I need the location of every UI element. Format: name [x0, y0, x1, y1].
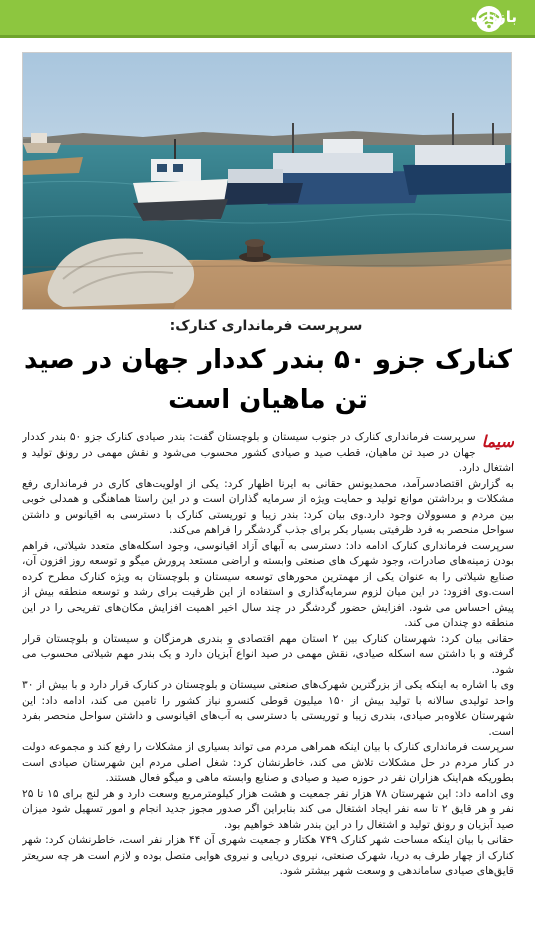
- article-paragraph: سرپرست فرمانداری کنارک ادامه داد: دسترسی به آبهای آزاد اقیانوسی، وجود اسکله‌های متعدد شیلاتی، فراهم بودن زمینه‌های صادرات، وجود شهرک های صنعتی وابسته و اراضی مستعد پرورش میگو و توسعه روز افزون آن، صنایع شیلاتی را به عنوان یکی از مهمترین محورهای توسعه سیستان و بلوچستان به ویژه کنارک مطرح کرده است.وی افزود: در این میان لزوم سرمایه‌گذاری و استفاده از این ظرفیت برای رشد و توسعه منطقه بیش از پیش احساس می شود. افزایش حضور گردشگر در چند سال اخیر اهمیت افزایش مکان‌های تفریحی را در این منطقه دو چندان می کند.: [22, 539, 514, 629]
- article-headline: کنارک جزو ۵۰ بندر کددار جهان در صید تن ماهیان است: [24, 345, 512, 415]
- article-paragraph: حقانی با بیان اینکه مساحت شهر کنارک ۷۴۹ هکتار و جمعیت شهری آن ۴۴ هزار نفر است، خاطرنشان کرد: شهر کنارک از چهار طرف به دریا، شهرک صنعتی، نیروی دریایی و نیروی هوایی متصل بوده و لازم است هر چه سریعتر قایق‌های صیادی ساماندهی و وسعت شهر بیشتر شود.: [22, 834, 514, 877]
- article-kicker: سرپرست فرمانداری کنارک:: [169, 318, 363, 334]
- harbor-boats-photo: [22, 52, 512, 310]
- article-paragraph: وی با اشاره به اینکه یکی از بزرگترین شهرک‌های صنعتی سیستان و بلوچستان در کنارک قرار دارد و با بیش از ۳۰ واحد تولیدی سالانه با تولید بیش از ۱۵۰ میلیون قوطی کنسرو نیاز کشور را تامین می کند، ادامه داد: این شهرستان علاوه‌بر صیادی، بندری زیبا و توریستی با دسترسی به آب‌های اقیانوسی و داشتن سواحل منحصر بفرد است.: [22, 679, 514, 738]
- section-label: بازتاب: [470, 8, 517, 26]
- article-paragraph: وی ادامه داد: این شهرستان ۷۸ هزار نفر جمعیت و هشت هزار کیلومترمربع وسعت دارد و هر لنج برای ۱۵ تا ۲۵ نفر و هر قایق ۲ تا سه نفر ایجاد اشتغال می کند بنابراین اگر صدور مجوز جدید انجام و امور تسهیل شود میزان صید آبزیان و رونق تولید و اشتغال را در این بندر شاهد خواهیم بود.: [22, 787, 514, 831]
- section-header-bar: [0, 0, 535, 38]
- article-paragraph: سرپرست فرمانداری کنارک با بیان اینکه همراهی مردم می تواند بسیاری از مشکلات را رفع کند و مجموعه دولت در کنار مردم در حل مشکلات تلاش می کند، خاطرنشان کرد: شغل اصلی مردم این شهرستان صیادی است بطوریکه هم‌اینک هزاران نفر در حوزه صید و صیادی و صنایع وابسته ماهی و میگو فعال هستند.: [22, 741, 514, 784]
- article-paragraph: به گزارش اقتصادسرآمد، محمدیونس حقانی به ایرنا اظهار کرد: یکی از اولویت‌های کاری در فرمانداری رفع مشکلات و برداشتن موانع تولید و حمایت ویژه از سرمایه گذاران است و در این راستا هماهنگی و همدلی خوبی بین مردم و مسوولان وجود دارد.وی بیان کرد: بندر زیبا و توریستی کنارک با دسترسی به اقیانوس و داشتن سواحل منحصر به فرد ظرفیتی بسیار بکر برای جذب گردشگر را فراهم می‌کند.: [22, 477, 514, 536]
- harbor-photo-illustration: [23, 53, 512, 310]
- article-paragraph: سرپرست فرمانداری کنارک در جنوب سیستان و بلوچستان گفت: بندر صیادی کنارک جزو ۵۰ بندر کددار جهان در صید تن ماهیان، قطب صید و صیادی کشور محسوب می‌شود و نقش مهمی در رونق تولید و اشتغال دارد.: [22, 431, 514, 474]
- article-paragraph: حقانی بیان کرد: شهرستان کنارک بین ۲ استان مهم اقتصادی و بندری هرمزگان و سیستان و بلوچستان قرار گرفته و با داشتن سه اسکله صیادی، نقش مهمی در صید انواع آبزیان دارد و یک بندر مهم شیلاتی محسوب می شود.: [22, 632, 514, 676]
- agency-logo: سیما: [481, 432, 514, 451]
- article-body: [22, 430, 514, 935]
